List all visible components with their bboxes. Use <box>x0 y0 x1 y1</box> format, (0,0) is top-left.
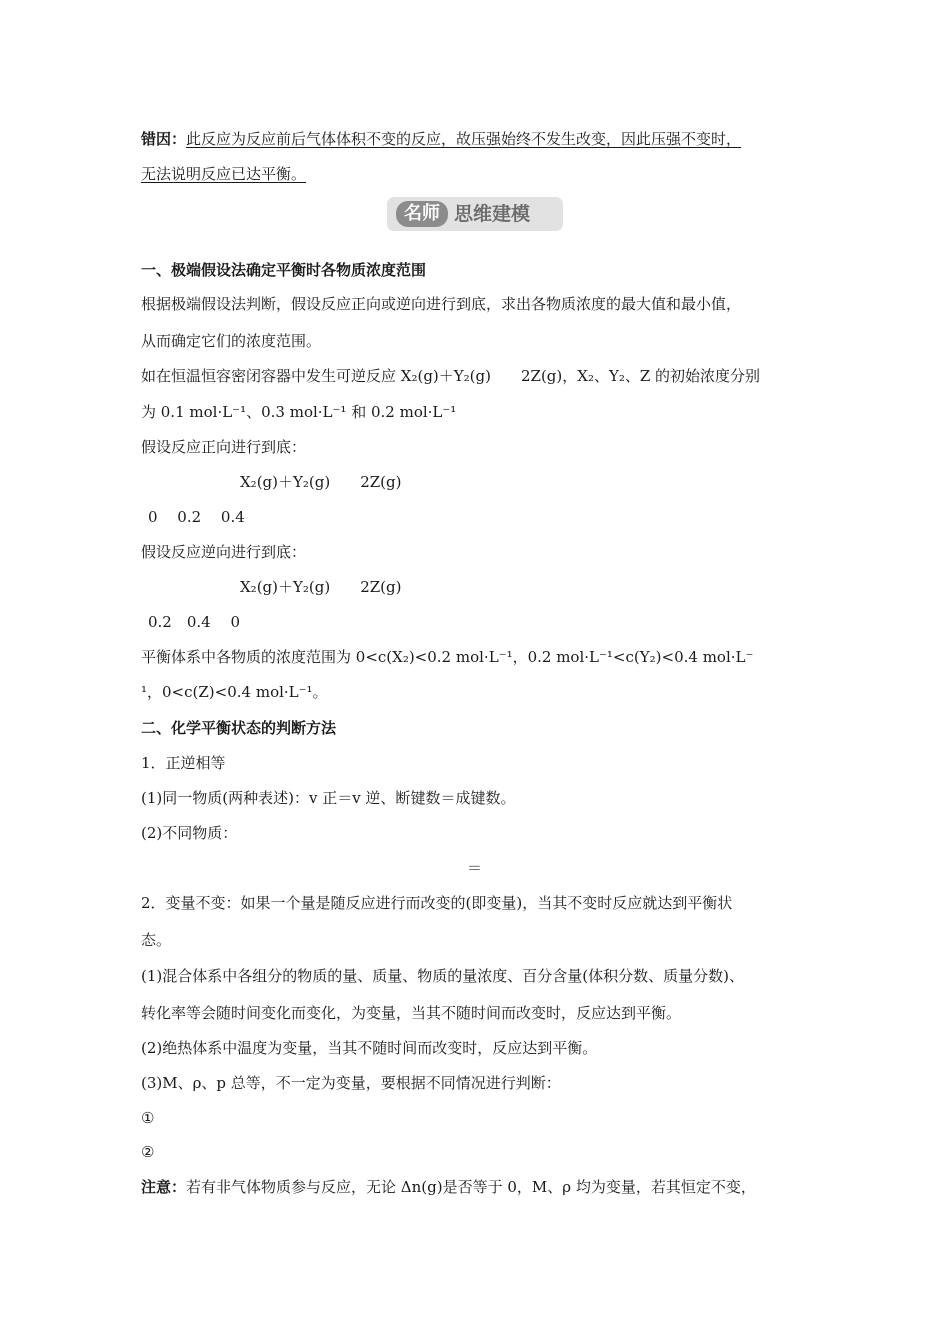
error-cause-line-2 <box>141 164 306 184</box>
forward-values: 0 0.2 0.4 <box>148 508 245 526</box>
range-line-2: ¹，0<c(Z)<0.4 mol·L⁻¹。 <box>141 683 328 701</box>
banner-title: 思维建模 <box>454 203 531 225</box>
error-cause-text-1: 此反应为反应前后气体体积不变的反应，故压强始终不发生改变，因此压强不变时， <box>186 130 742 148</box>
note-line <box>141 1177 756 1198</box>
circle-item-2: ② <box>141 1143 155 1161</box>
reverse-equation: X₂(g)＋Y₂(g) 2Z(g) <box>240 578 402 596</box>
forward-label: 假设反应正向进行到底： <box>141 438 307 456</box>
section1-p2-line2: 为 0.1 mol·L⁻¹、0.3 mol·L⁻¹ 和 0.2 mol·L⁻¹ <box>141 403 457 421</box>
item2-line1: 2．变量不变：如果一个量是随反应进行而改变的(即变量)，当其不变时反应就达到平衡状 <box>141 894 733 912</box>
banner-tag: 名师 <box>396 201 448 227</box>
reverse-values: 0.2 0.4 0 <box>148 613 241 631</box>
item2-sub1-line2: 转化率等会随时间变化而变化，为变量，当其不随时间而改变时，反应达到平衡。 <box>141 1004 682 1022</box>
range-line-1: 平衡体系中各物质的浓度范围为 0<c(X₂)<0.2 mol·L⁻¹，0.2 mol·L⁻¹<c(Y₂)<0.4 mol·L⁻ <box>141 648 754 666</box>
item2-line2: 态。 <box>141 931 172 949</box>
circle-item-1: ① <box>141 1109 155 1127</box>
item2-sub1-line1: (1)混合体系中各组分的物质的量、质量、物质的量浓度、百分含量(体积分数、质量分数)、 <box>141 967 744 985</box>
reverse-label: 假设反应逆向进行到底： <box>141 543 307 561</box>
item1-title: 1．正逆相等 <box>141 754 226 772</box>
note-label: 注意： <box>141 1179 187 1196</box>
forward-equation: X₂(g)＋Y₂(g) 2Z(g) <box>240 473 402 491</box>
item1-sub1: (1)同一物质(两种表述)：v 正＝v 逆、断键数＝成键数。 <box>141 789 516 807</box>
item2-sub2: (2)绝热体系中温度为变量，当其不随时间而改变时，反应达到平衡。 <box>141 1039 598 1057</box>
item1-sub2: (2)不同物质： <box>141 824 238 842</box>
error-cause-label: 错因： <box>141 131 187 148</box>
note-text: 若有非气体物质参与反应，无论 Δn(g)是否等于 0，M、ρ 均为变量，若其恒定不变， <box>186 1178 756 1196</box>
section-banner <box>387 197 563 231</box>
item2-sub3: (3)M、ρ、p 总等，不一定为变量，要根据不同情况进行判断： <box>141 1074 561 1092</box>
error-cause-line-1 <box>141 129 741 150</box>
equals-sign: ＝ <box>467 859 483 877</box>
section1-p2-line1: 如在恒温恒容密闭容器中发生可逆反应 X₂(g)＋Y₂(g) 2Z(g)，X₂、Y₂、Z 的初始浓度分别 <box>141 367 761 385</box>
section1-heading: 一、极端假设法确定平衡时各物质浓度范围 <box>141 262 427 279</box>
section1-p1-line2: 从而确定它们的浓度范围。 <box>141 332 322 350</box>
error-cause-text-2: 无法说明反应已达平衡。 <box>141 165 307 183</box>
section1-p1-line1: 根据极端假设法判断，假设反应正向或逆向进行到底，求出各物质浓度的最大值和最小值， <box>141 295 742 313</box>
section2-heading: 二、化学平衡状态的判断方法 <box>141 720 337 737</box>
